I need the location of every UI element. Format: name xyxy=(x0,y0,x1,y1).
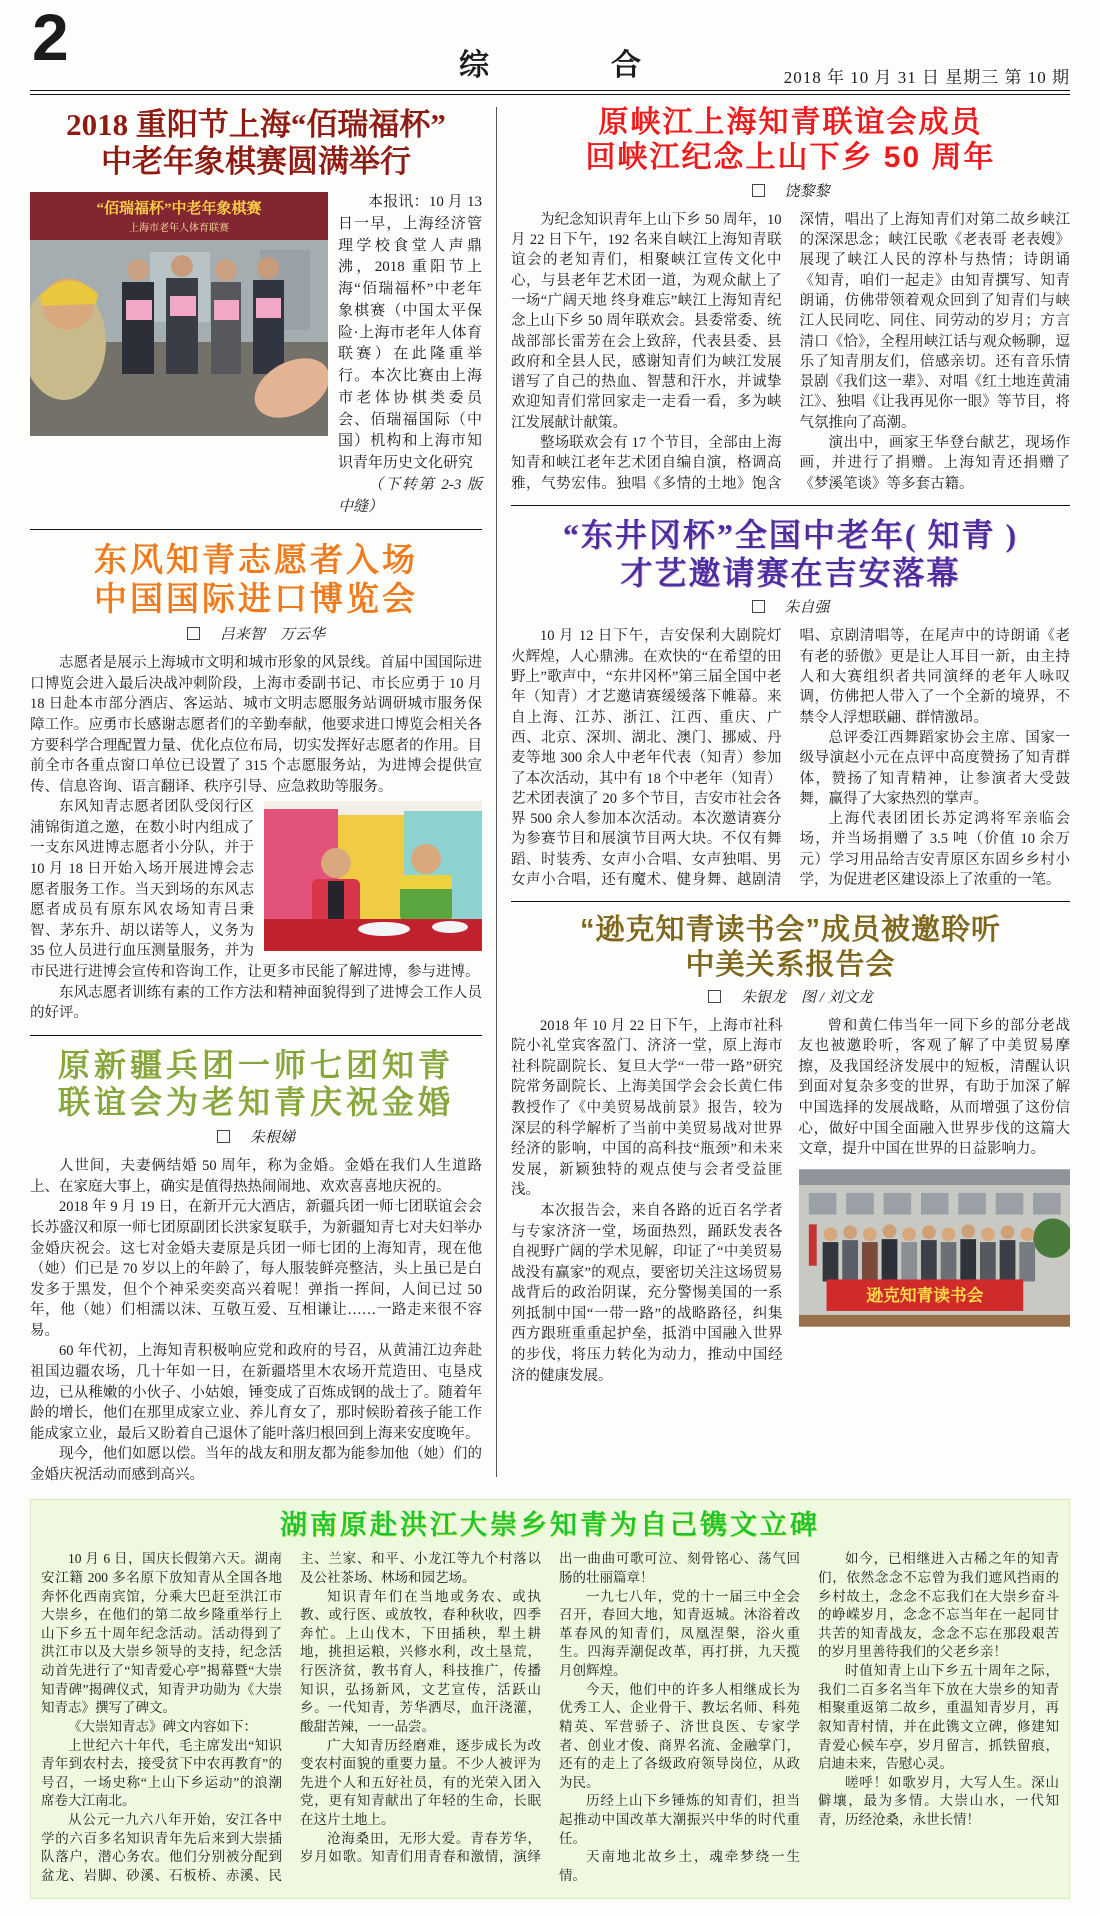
article-wedding-paragraph-4: 现今，他们如愿以偿。当年的战友和朋友都为能参加他（她）们的金婚庆祝活动而感到高兴。 xyxy=(30,1446,482,1483)
article-wedding-title-line1: 原新疆兵团一师七团知青 xyxy=(57,1046,454,1083)
column-divider xyxy=(496,107,497,1477)
article-expo-byline-names: 吕来智 万云华 xyxy=(219,627,325,644)
article-chess-paragraph: 本报讯：10 月 13 日一早，上海经济管理学校食堂人声鼎沸，2018 重阳节上海“佰瑞福杯”中老年象棋赛（中国太平保险·上海市老年人体育联赛）在此隆重举行。本次比赛由上海市老体协棋类委员会、佰瑞福国际（中国）机构和上海市知识青年历史文化研究 xyxy=(338,194,482,472)
article-xunke-body-left xyxy=(511,1016,783,1386)
article-expo-title-line2: 中国国际进口博览会 xyxy=(94,580,418,618)
article-wedding xyxy=(30,1047,482,1486)
article-expo-byline xyxy=(30,623,482,644)
article-expo-paragraph-1: 志愿者是展示上海城市文明和城市形象的风景线。首届中国国际进口博览会进入最后决战冲刺阶段，上海市委副书记、市长应勇于 10 月 18 日赴本市部分酒店、客运站、城市文明志愿服务站调研城市服务保障工作。应勇市长感谢志愿者们的辛勤奉献，他要求进口博览会相关各方要科学合理配置力量、优化点位布局，切实发挥好志愿者的作用。目前全市各重点窗口单位已设置了 315 个志愿服务站，为进博会提供宣传、信息咨询、语言翻译、秩序引导、应急救助等服务。 xyxy=(30,655,482,795)
byline-square-icon xyxy=(752,184,765,197)
article-jinggang-byline-names: 朱自强 xyxy=(784,600,830,617)
article-xiajiang xyxy=(511,105,1070,494)
article-jinggang-title-line2: 才艺邀请赛在吉安落幕 xyxy=(620,554,961,591)
yellow-cap-person xyxy=(30,278,106,400)
article-wedding-title xyxy=(30,1047,482,1123)
article-expo-paragraph-2: 东风知青志愿者团队受闵行区浦锦街道之邀，在数小时内组成了一支东风进博志愿者小分队，并于 10 月 18 日开始入场开展进博会志愿者服务工作。当天到场的东风志愿者成员有原东风农场知青吕秉智、茅东升、胡以诺等人，义务为 35 位人员进行血压测量服务，并为市民进行进博会宣传和咨询工作，让更多市民能了解进博，参与进博。 xyxy=(30,799,480,980)
article-xunke xyxy=(511,913,1070,1386)
side-flag-shape xyxy=(808,1224,816,1265)
article-chess-title-line1: 2018 重阳节上海“佰瑞福杯” xyxy=(66,107,446,142)
bottom-paragraph-12: 如今，已相继进入古稀之年的知青们，依然念念不忘曾为我们遮风挡雨的乡村故土，念念不忘我们在大崇乡奋斗的峥嵘岁月，念念不忘当年在一起同甘共苦的知青战友，念念不忘在那段艰苦的岁月里善待我们的父老乡亲！ xyxy=(818,1551,1059,1660)
bottom-paragraph-8: 一九七八年，党的十一届三中全会召开，春回大地，知青返城。沐浴着改革春风的知青们，凤凰涅槃，浴火重生。四海弄潮促改革，再打拼，九天揽月创辉煌。 xyxy=(559,1588,800,1679)
bottom-section xyxy=(30,1499,1070,1898)
section-title: 综 合 xyxy=(459,49,687,82)
bottom-paragraph-6: 广大知青历经磨难，逐步成长为改变农村面貌的重要力量。不少人被评为先进个人和五好社员，有的光荣入团入党，更有知青献出了年轻的生命，长眠在这片土地上。 xyxy=(300,1737,541,1828)
bottom-paragraph-7: 沧海桑田，无形大爱。青春芳华，岁月如歌。知青们用青春和激情，演绎出一曲曲可歌可泣、刻骨铭心、荡气回肠的壮丽篇章！ xyxy=(300,1551,800,1865)
left-divider-1 xyxy=(30,529,482,530)
bottom-paragraph-13: 时值知青上山下乡五十周年之际，我们二百多名当年下放在大崇乡的知青相聚重返第二故乡，重温知青岁月，再叙知青村情，并在此镌文立碑，修建知青爱心候车亭，岁月留言，抓铁留痕，启迪未来，告慰心灵。 xyxy=(818,1663,1059,1772)
xunke-group-photo xyxy=(799,1168,1071,1328)
byline-square-icon xyxy=(752,600,765,613)
bottom-paragraph-10: 历经上山下乡锤炼的知青们，担当起推动中国改革大潮振兴中华的时代重任。 xyxy=(559,1793,800,1846)
article-expo xyxy=(30,541,482,1023)
article-xunke-title-line1: “逊克知青读书会”成员被邀聆听 xyxy=(579,914,1001,947)
article-xunke-paragraph-1: 2018 年 10 月 22 日下午，上海市社科院小礼堂宾客盈门、济济一堂，原上海市社科院副院长、复旦大学“一带一路”研究院常务副院长、上海美国学会会长黄仁伟教授作了《中美贸易战前景》报告，较为深层的科学解析了当前中美贸易战对世界经济的影响，中国的高科技“瓶颈”和未来发展，新颖独特的观点使与会者受益匪浅。 xyxy=(511,1017,783,1199)
crowd-silhouettes xyxy=(822,1224,1034,1281)
article-wedding-title-line2: 联谊会为老知青庆祝金婚 xyxy=(57,1084,454,1121)
header-divider xyxy=(30,90,1070,95)
article-xiajiang-body xyxy=(511,210,1070,494)
article-jinggang-byline xyxy=(511,596,1070,617)
article-xiajiang-byline xyxy=(511,180,1070,201)
article-xunke-byline-names: 朱银龙 图 / 刘文龙 xyxy=(741,989,873,1006)
bottom-paragraph-4: 从公元一九六八年开始，安江各中学的六百多名知识青年先后来到大崇插队落户，潜心务农。他们分别被分配到盆龙、岩脚、砂溪、石板桥、赤溪、民主、兰家、和平、小龙江等九个村落以及公社茶场、林场和园艺场。 xyxy=(41,1551,541,1883)
article-chess xyxy=(30,107,482,518)
article-xunke-body-right xyxy=(799,1016,1071,1386)
article-chess-title xyxy=(30,107,482,180)
right-column xyxy=(511,105,1070,1485)
byline-square-icon xyxy=(708,990,721,1003)
article-xiajiang-paragraph-1: 为纪念知识青年上山下乡 50 周年，10 月 22 日下午，192 名来自峡江上海知青联谊会的老知青们，相聚峡江宣传文化中心，与县老年艺术团一道，为观众献上了一场“广阔天地 终身难忘”峡江上海知青纪念上山下乡 50 周年联欢会。县委常委、统战部部长雷芳在会上致辞，代表县委、县政府和全县人民，感谢知青们为峡江发展谱写了自己的热血、智慧和汗水，并诚挚欢迎知青们常回家走一走看一看，多为峡江发展献计献策。 xyxy=(511,211,782,431)
bottom-paragraph-14: 嗟呼！如歌岁月，大写人生。深山僻壤，最为多情。大崇山水，一代知青，历经沧桑，永世长情！ xyxy=(818,1774,1059,1828)
left-divider-2 xyxy=(30,1035,482,1036)
article-jinggang-title-line1: “东井冈杯”全国中老年( 知青 ) xyxy=(562,516,1019,553)
bottom-paragraph-11: 天南地北故乡土，魂牵梦绕一生情。 xyxy=(559,1849,800,1883)
article-xiajiang-title-line1: 原峡江上海知青联谊会成员 xyxy=(598,106,983,139)
chess-award-photo xyxy=(30,192,328,436)
page-header xyxy=(30,0,1070,90)
byline-square-icon xyxy=(217,1130,230,1143)
article-jinggang-paragraph-1: 10 月 12 日下午，吉安保利大剧院灯火辉煌，人心鼎沸。在欢快的“在希望的田野上”歌声中，“东井冈杯”第三届全国中老年（知青）才艺邀请赛缓缓落下帷幕。来自上海、江苏、浙江、江西、重庆、广西、北京、深圳、湖北、澳门、挪威、丹麦等地 300 余人中老年代表（知青）参加了本次活动，其中有 18 个中老年（知青）艺术团表演了 20 多个节目，吉安市社会各界 500 余人参加本次活动。本次邀请赛分为参赛节目和展演节目两大块。不仅有舞蹈、时装秀、女声小合唱、女声独唱、男女声小合唱，还有魔术、健身舞、越剧清唱、京剧清唱等，在尾声中的诗朗诵《老有老的骄傲》更是让人耳目一新，由主持人和大赛组织者共同演绎的老年人咏叹调，仿佛把人带入了一个全新的境界，不禁令人浮想联翩、群情激昂。 xyxy=(511,628,1070,888)
article-jinggang-paragraph-2: 总评委江西舞蹈家协会主席、国家一级导演赵小元在点评中高度赞扬了知青群体，赞扬了知青精神，让参演者大受鼓舞，赢得了大家热烈的掌声。 xyxy=(799,729,1070,807)
building-windows xyxy=(808,1193,1060,1215)
bottom-paragraph-1: 10 月 6 日，国庆长假第六天。湖南安江籍 200 多名原下放知青从全国各地奔怀化西南宾馆，分乘大巴赶至洪江市大崇乡，在他们的第二故乡隆重举行上山下乡五十周年纪念活动。活动得到了洪江市以及大崇乡领导的支持，纪念活动首先进行了“知青爱心亭”揭幕暨“大崇知青碑”揭碑仪式，知青尹功勋为《大崇知青志》撰写了碑文。 xyxy=(41,1551,282,1716)
article-wedding-byline xyxy=(30,1126,482,1147)
article-xunke-paragraph-2: 本次报告会，来自各路的近百名学者与专家济济一堂，场面热烈，踊跃发表各自视野广阔的学术见解，印证了“中美贸易战没有赢家”的观点，要密切关注这场贸易战背后的政治阴谋，充分警惕美国的一系列抵制中国“一带一路”的战略路径，纠集西方跟班重重起护垒，抵消中国融入世界的步伐，将压力转化为动力，推动中国经济的健康发展。 xyxy=(511,1202,783,1384)
bottom-section-body xyxy=(41,1550,1059,1885)
article-xiajiang-byline-names: 饶黎黎 xyxy=(784,183,830,200)
article-wedding-paragraph-3: 60 年代初，上海知青积极响应党和政府的号召，从黄浦江边奔赴祖国边疆农场，几十年如一日，在新疆塔里木农场开荒造田、屯垦戍边，已从稚嫩的小伙子、小姑娘，锤变成了百炼成钢的战士了。随着年龄的增长，他们在那里成家立业、养儿育女了，那时候盼着孩子能工作能成家立业，最后又盼着自己退休了能叶落归根回到上海来安度晚年。 xyxy=(30,1343,482,1442)
chess-photo-banner-line1: “佰瑞福杯”中老年象棋赛 xyxy=(96,201,262,218)
chess-photo-banner-line2: 上海市老年人体育联赛 xyxy=(129,223,229,235)
article-xunke-title xyxy=(511,913,1070,981)
article-jinggang-paragraph-3: 上海代表团团长苏定鸿将军亲临会场，并当场捐赠了 3.5 吨（价值 10 余万元）学习用品给吉安青原区东固乡乡村小学，为促进老区建设添上了浓重的一笔。 xyxy=(799,811,1070,888)
article-xunke-byline xyxy=(511,986,1070,1007)
bottom-paragraph-9: 今天，他们中的许多人相继成长为优秀工人、企业骨干、教坛名师、科苑精英、军营骄子、济世良医、专家学者、创业才俊、商界名流、金融掌门，还有的走上了各级政府领导岗位，从政为民。 xyxy=(559,1681,800,1790)
article-expo-title-line1: 东风知青志愿者入场 xyxy=(94,541,418,579)
article-xiajiang-paragraph-3: 演出中，画家王华登台献艺，现场作画，并进行了捐赠。上海知青还捐赠了《梦溪笔谈》等多套古籍。 xyxy=(799,435,1070,492)
article-xiajiang-paragraph-2: 整场联欢会有 17 个节目，全部由上海知青和峡江老年艺术团自编自演，格调高雅，气势宏伟。独唱《多情的土地》饱含深情，唱出了上海知青们对第二故乡峡江的深深思念；峡江民歌《老表哥 老表嫂》展现了峡江人民的淳朴与热情；诗朗诵《知青，咱们一起走》由知青撰写、知青朗诵，仿佛带领着观众回到了知青们与峡江人民同吃、同住、同劳动的岁月；方言清口《恰》，全程用峡江话与观众畅聊，逗乐了知青朋友们，倍感亲切。还有音乐情景剧《我们这一辈》、对唱《红土地连黄浦江》、独唱《让我再见你一眼》等节目，将气氛推向了高潮。 xyxy=(511,211,1070,492)
article-xunke-paragraph-3: 曾和黄仁伟当年一同下乡的部分老战友也被邀聆听，客观了解了中美贸易摩擦，及我国经济发展中的短板，清醒认识到面对复杂多变的世界，有助于加深了解中国选择的发展战略，从而增强了这份信心，做好中国全面融入世界步伐的这篇大文章，提升中国在世界的日益影响力。 xyxy=(798,1017,1070,1158)
xunke-photo-banner-text: 逊克知青读书会 xyxy=(865,1285,983,1305)
article-xiajiang-title xyxy=(511,105,1070,176)
bottom-paragraph-2: 《大崇知青志》碑文内容如下： xyxy=(68,1718,257,1734)
article-wedding-paragraph-2: 2018 年 9 月 19 日，在新开元大酒店，新疆兵团一师七团联谊会会长苏盛汉和原一师七团原副团长洪家复联手，为新疆知青七对夫妇举办金婚庆祝会。这七对金婚夫妻原是兵团一师七团的上海知青，现在他（她）们已是 70 岁以上的年龄了，每人服装鲜亮整洁，头上虽已是白发多于黑发，但个个神采奕奕高兴着呢！弹指一挥间，人间已过 50 年，他（她）们相濡以沫、互敬互爱、互相谦让……一路走来很不容易。 xyxy=(30,1199,482,1339)
right-divider-1 xyxy=(511,505,1070,506)
article-jinggang-title xyxy=(511,517,1070,593)
article-xunke-title-line2: 中美关系报告会 xyxy=(685,948,896,981)
page-number: 2 xyxy=(32,0,69,74)
article-expo-title xyxy=(30,541,482,619)
article-jinggang xyxy=(511,517,1070,890)
article-wedding-byline-names: 朱根娣 xyxy=(249,1130,295,1147)
right-divider-2 xyxy=(511,901,1070,902)
bottom-paragraph-3: 上世纪六十年代，毛主席发出“知识青年到农村去，接受贫下中农再教育”的号召，一场史称“上山下乡运动”的浪潮席卷大江南北。 xyxy=(41,1737,282,1809)
article-expo-body xyxy=(30,653,482,1023)
article-chess-body xyxy=(338,192,482,518)
article-wedding-paragraph-1: 人世间，夫妻俩结婚 50 周年，称为金婚。金婚在我们人生道路上、在家庭大事上，确实是值得热热闹闹地、欢欢喜喜地庆祝的。 xyxy=(30,1158,482,1195)
bottom-paragraph-5: 知识青年们在当地或务农、或执教、或行医、或放牧，春种秋收，四季奔忙。上山伐木，下田插秧，犁土耕地，挑担运粮，兴修水利，改土垦荒，行医济贫，教书育人，科技推广，传播知识，弘扬新风，文艺宣传，活跃山乡。一代知青，芳华洒尽，血汗浇灌，酸甜苦辣，一一品尝。 xyxy=(300,1588,541,1734)
article-jinggang-body xyxy=(511,626,1070,890)
article-xiajiang-title-line2: 回峡江纪念上山下乡 50 周年 xyxy=(585,141,996,175)
article-expo-paragraph-3: 东风志愿者训练有素的工作方法和精神面貌得到了进博会工作人员的好评。 xyxy=(30,984,482,1022)
date-line: 2018 年 10 月 31 日 星期三 第 10 期 xyxy=(783,68,1070,87)
article-chess-jump-note: （下转第 2-3 版中缝） xyxy=(338,476,482,515)
expo-volunteers-photo xyxy=(264,801,482,951)
bottom-section-title: 湖南原赴洪江大崇乡知青为自己镌文立碑 xyxy=(280,1510,820,1541)
article-chess-title-line2: 中老年象棋赛圆满举行 xyxy=(101,143,411,179)
byline-square-icon xyxy=(187,627,200,640)
main-columns xyxy=(30,105,1070,1485)
left-column xyxy=(30,105,482,1485)
article-wedding-body xyxy=(30,1156,482,1485)
